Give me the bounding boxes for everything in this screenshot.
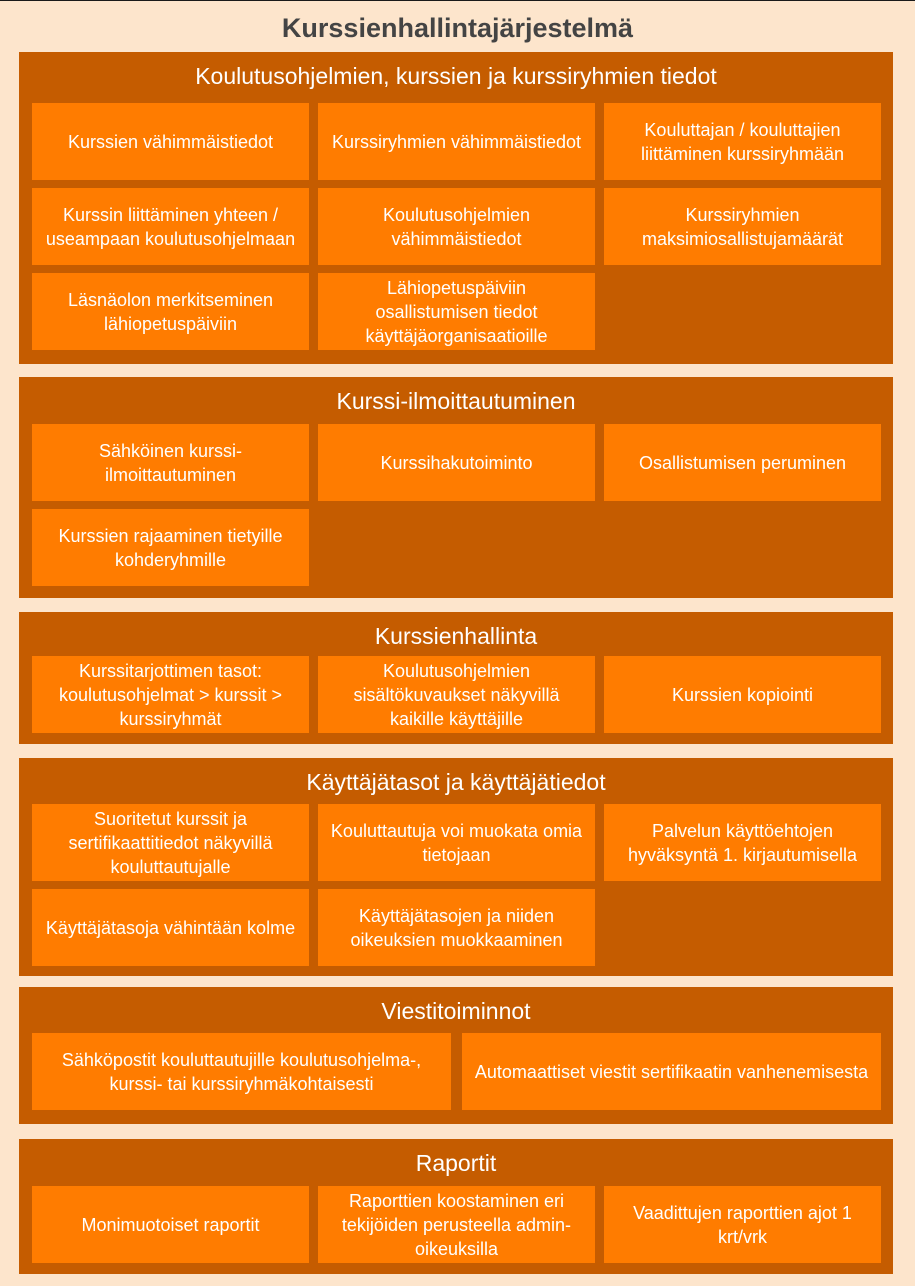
feature-box: Kurssihakutoiminto (318, 424, 595, 501)
section-course-management (19, 612, 893, 744)
feature-box: Sähköpostit kouluttautujille koulutusohjelma-, kurssi- tai kurssiryhmäkohtaisesti (32, 1033, 451, 1110)
feature-box: Kurssiryhmien maksimiosallistujamäärät (604, 188, 881, 265)
section-title: Raportit (415, 1150, 497, 1176)
feature-box: Koulutusohjelmien vähimmäistiedot (318, 188, 595, 265)
feature-box: Sähköinen kurssi-ilmoittautuminen (32, 424, 309, 501)
feature-box: Käyttäjätasoja vähintään kolme (32, 889, 309, 966)
section-title: Viestitoiminnot (381, 998, 531, 1024)
feature-box: Läsnäolon merkitseminen lähiopetuspäiviin (32, 273, 309, 350)
feature-box: Raporttien koostaminen eri tekijöiden perusteella admin-oikeuksilla (318, 1186, 595, 1263)
feature-box: Kouluttajan / kouluttajien liittäminen kurssiryhmään (604, 103, 881, 180)
section-course-info (19, 52, 893, 364)
feature-box: Osallistumisen peruminen (604, 424, 881, 501)
feature-box: Kurssien rajaaminen tietyille kohderyhmille (32, 509, 309, 586)
feature-box: Vaadittujen raporttien ajot 1 krt/vrk (604, 1186, 881, 1263)
section-title: Kurssienhallinta (374, 623, 538, 649)
feature-box: Palvelun käyttöehtojen hyväksyntä 1. kirjautumisella (604, 804, 881, 881)
section-title: Käyttäjätasot ja käyttäjätiedot (306, 769, 606, 795)
feature-box: Kurssien vähimmäistiedot (32, 103, 309, 180)
feature-box: Lähiopetuspäiviin osallistumisen tiedot käyttäjäorganisaatioille (318, 273, 595, 350)
section-title: Koulutusohjelmien, kurssien ja kurssiryhmien tiedot (195, 63, 717, 89)
feature-box: Kurssitarjottimen tasot: koulutusohjelmat > kurssit > kurssiryhmät (32, 656, 309, 733)
feature-box: Monimuotoiset raportit (32, 1186, 309, 1263)
section-title: Kurssi-ilmoittautuminen (336, 388, 576, 414)
section-messaging (19, 987, 893, 1124)
feature-box: Suoritetut kurssit ja sertifikaattitiedot näkyvillä kouluttautujalle (32, 804, 309, 881)
feature-box: Käyttäjätasojen ja niiden oikeuksien muokkaaminen (318, 889, 595, 966)
page-title: Kurssienhallintajärjestelmä (281, 13, 634, 43)
section-registration (19, 377, 893, 598)
feature-box: Koulutusohjelmien sisältökuvaukset näkyvillä kaikille käyttäjille (318, 656, 595, 733)
feature-box: Kurssiryhmien vähimmäistiedot (318, 103, 595, 180)
feature-box: Kurssin liittäminen yhteen / useampaan koulutusohjelmaan (32, 188, 309, 265)
feature-box: Kurssien kopiointi (604, 656, 881, 733)
feature-box: Kouluttautuja voi muokata omia tietojaan (318, 804, 595, 881)
feature-box: Automaattiset viestit sertifikaatin vanhenemisesta (462, 1033, 881, 1110)
section-reports (19, 1139, 893, 1274)
section-user-levels (19, 758, 893, 976)
